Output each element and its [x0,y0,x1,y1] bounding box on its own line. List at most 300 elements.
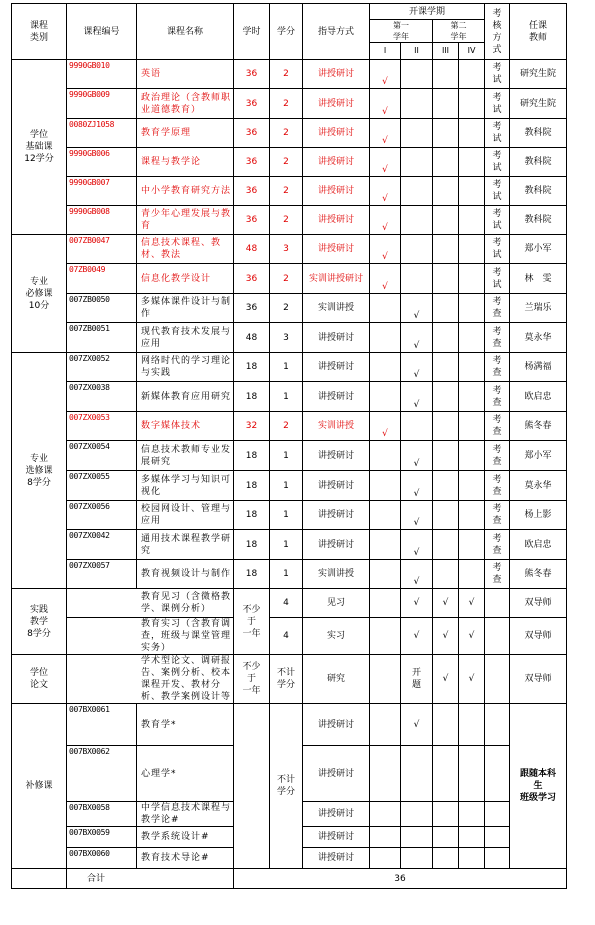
course-method: 讲授研讨 [303,323,370,353]
semester-check: √ [401,704,433,746]
teacher: 杨上影 [510,501,567,530]
semester-check [459,60,485,89]
semester-check: √ [401,471,433,501]
semester-check [459,177,485,206]
course-code: 007BX0058 [67,802,137,827]
course-method: 讲授研讨 [303,119,370,148]
header-sem1: I [370,43,401,60]
semester-check [370,294,401,323]
course-credits: 1 [270,382,303,412]
table-row [12,889,567,908]
semester-check [459,802,485,827]
semester-check [370,353,401,382]
exam-type: 考 查 [485,530,510,560]
semester-check [370,618,401,655]
table-row [12,206,567,235]
semester-check [401,235,433,264]
teacher: 莫永华 [510,323,567,353]
semester-check [401,746,433,802]
course-name: 多媒体学习与知识可视化 [137,471,234,501]
course-name: 新媒体教育应用研究 [137,382,234,412]
course-credits: 1 [270,530,303,560]
table-body [12,4,567,925]
semester-check [433,235,459,264]
semester-check: √ [401,501,433,530]
footer-spacer [12,869,67,889]
header-credits: 学分 [270,4,303,60]
table-row [12,119,567,148]
semester-check: √ [459,655,485,704]
teacher: 教科院 [510,177,567,206]
course-hours: 36 [234,294,270,323]
course-method: 讲授研讨 [303,206,370,235]
semester-check [433,382,459,412]
course-name: 心理学* [137,746,234,802]
course-credits: 2 [270,89,303,119]
semester-check: √ [459,589,485,618]
course-hours: 18 [234,353,270,382]
exam-type [485,746,510,802]
semester-check [401,802,433,827]
course-name: 通用技术课程教学研究 [137,530,234,560]
course-hours: 18 [234,501,270,530]
course-credits: 2 [270,177,303,206]
semester-check: √ [401,618,433,655]
teacher: 欧启忠 [510,382,567,412]
course-name: 教育实习（含教育调查，班级与课堂管理实务） [67,618,234,655]
course-code: 007ZX0053 [67,412,137,441]
course-method: 讲授研讨 [303,177,370,206]
table-row [12,323,567,353]
course-name: 现代教育技术发展与应用 [137,323,234,353]
teacher: 双导师 [510,618,567,655]
teacher: 杨满福 [510,353,567,382]
semester-check [433,827,459,848]
course-credits: 2 [270,412,303,441]
course-code: 007ZX0052 [67,353,137,382]
table-row [12,89,567,119]
course-hours: 36 [234,206,270,235]
semester-check [459,235,485,264]
course-name: 青少年心理发展与教育 [137,206,234,235]
header-method: 指导方式 [303,4,370,60]
exam-type: 考 查 [485,441,510,471]
course-hours: 18 [234,382,270,412]
semester-check [433,848,459,869]
exam-type: 考 查 [485,353,510,382]
exam-type: 考 试 [485,60,510,89]
semester-check [370,323,401,353]
course-code: 007BX0059 [67,827,137,848]
course-hours: 36 [234,264,270,294]
semester-check [459,264,485,294]
semester-check: √ [433,655,459,704]
teacher: 熊冬春 [510,412,567,441]
table-row [12,382,567,412]
course-method: 研究 [303,655,370,704]
exam-type: 考 试 [485,119,510,148]
semester-check [433,206,459,235]
course-credits: 2 [270,148,303,177]
exam-type: 考 查 [485,294,510,323]
semester-check [459,441,485,471]
semester-check [401,119,433,148]
remedial-hours [234,704,270,869]
semester-check [370,382,401,412]
course-credits: 1 [270,441,303,471]
course-code: 007ZX0056 [67,501,137,530]
semester-check [433,264,459,294]
exam-type: 考 试 [485,177,510,206]
exam-type: 考 试 [485,235,510,264]
header-exam: 考 核 方 式 [485,4,510,60]
semester-check [401,177,433,206]
exam-type: 考 查 [485,323,510,353]
course-code: 007BX0061 [67,704,137,746]
table-row [12,530,567,560]
exam-type: 考 查 [485,501,510,530]
course-hours: 18 [234,471,270,501]
teacher: 郑小军 [510,441,567,471]
course-name: 教育视频设计与制作 [137,560,234,589]
course-method: 实训讲授 [303,560,370,589]
semester-check [459,848,485,869]
course-method: 讲授研讨 [303,382,370,412]
header-year2: 第二 学年 [433,20,485,43]
course-credits: 4 [270,618,303,655]
header-teacher: 任课 教师 [510,4,567,60]
semester-check [433,412,459,441]
course-code: 007BX0060 [67,848,137,869]
semester-check [459,530,485,560]
course-name: 教育技术导论# [137,848,234,869]
semester-check [459,89,485,119]
semester-check [433,119,459,148]
semester-check [401,848,433,869]
exam-type [485,704,510,746]
course-credits: 1 [270,560,303,589]
semester-check [433,501,459,530]
course-name: 中小学教育研究方法 [137,177,234,206]
group-remedial: 补修课 [12,704,67,869]
exam-type: 考 试 [485,89,510,119]
course-credits: 3 [270,323,303,353]
header-name: 课程名称 [137,4,234,60]
semester-check [433,89,459,119]
exam-type: 考 查 [485,412,510,441]
table-row [12,294,567,323]
semester-check [459,746,485,802]
exam-type: 考 查 [485,382,510,412]
table-row [12,618,567,655]
course-name: 信息技术教师专业发展研究 [137,441,234,471]
exam-type: 考 查 [485,560,510,589]
course-method: 讲授研讨 [303,848,370,869]
semester-check [459,206,485,235]
semester-check: √ [401,560,433,589]
teacher: 研究生院 [510,89,567,119]
course-name: 网络时代的学习理论与实践 [137,353,234,382]
course-hours: 36 [234,89,270,119]
table-row [12,704,567,746]
exam-type [485,848,510,869]
course-method: 实训讲授 [303,294,370,323]
course-name: 政治理论（含教师职业道德教育） [137,89,234,119]
course-method: 讲授研讨 [303,353,370,382]
group-practice: 实践 教学 8学分 [12,589,67,655]
semester-check: √ [433,589,459,618]
semester-check: √ [370,148,401,177]
course-method: 实训讲授 [303,412,370,441]
teacher: 教科院 [510,148,567,177]
semester-check [370,530,401,560]
course-credits: 2 [270,60,303,89]
course-code: 9990GB008 [67,206,137,235]
course-name: 教育学原理 [137,119,234,148]
course-code: 007ZX0057 [67,560,137,589]
semester-check [433,177,459,206]
group-major-required: 专业 必修课 10分 [12,235,67,353]
header-sem2: II [401,43,433,60]
course-credits: 1 [270,501,303,530]
table-row [12,264,567,294]
course-hours: 18 [234,530,270,560]
semester-check: √ [370,412,401,441]
semester-check [401,827,433,848]
semester-check: √ [459,618,485,655]
course-hours: 32 [234,412,270,441]
course-code: 0080ZJ1058 [67,119,137,148]
course-credits: 3 [270,235,303,264]
course-method: 实习 [303,618,370,655]
course-code: 007ZX0042 [67,530,137,560]
semester-check [370,746,401,802]
exam-type [485,827,510,848]
teacher: 教科院 [510,206,567,235]
footer-total: 36 [234,869,567,889]
table-row [12,560,567,589]
course-method: 讲授研讨 [303,60,370,89]
semester-check [433,471,459,501]
course-code: 007ZB0047 [67,235,137,264]
table-row [12,869,567,889]
semester-check [459,501,485,530]
semester-check [433,148,459,177]
semester-check: √ [401,294,433,323]
course-hours: 48 [234,323,270,353]
semester-check: √ [370,89,401,119]
semester-check [401,148,433,177]
semester-check [459,353,485,382]
course-credits: 2 [270,264,303,294]
course-code: 007ZB0050 [67,294,137,323]
course-method: 见习 [303,589,370,618]
semester-check [370,655,401,704]
practice-hours: 不少 于 一年 [234,589,270,655]
semester-check: 开 题 [401,655,433,704]
semester-check: √ [370,264,401,294]
semester-check [459,148,485,177]
semester-check [401,89,433,119]
semester-check: √ [370,177,401,206]
table-row [12,177,567,206]
semester-check [459,471,485,501]
semester-check [459,412,485,441]
course-name: 教育学* [137,704,234,746]
header-hours: 学时 [234,4,270,60]
header-code: 课程编号 [67,4,137,60]
course-code: 9990GB009 [67,89,137,119]
course-hours: 36 [234,119,270,148]
table-row [12,655,567,704]
course-hours: 36 [234,148,270,177]
course-credits: 2 [270,119,303,148]
table-row [12,441,567,471]
table-row [12,501,567,530]
course-code: 007BX0062 [67,746,137,802]
exam-type [485,618,510,655]
course-hours: 18 [234,441,270,471]
course-credits: 4 [270,589,303,618]
semester-check [459,560,485,589]
semester-check [433,530,459,560]
semester-check: √ [370,119,401,148]
course-hours: 48 [234,235,270,264]
teacher: 双导师 [510,655,567,704]
semester-check [370,802,401,827]
semester-check [370,471,401,501]
table-row [12,148,567,177]
header-category: 课程 类别 [12,4,67,60]
course-credits: 2 [270,294,303,323]
course-table [11,3,567,925]
header-sem3: III [433,43,459,60]
course-code: 9990GB010 [67,60,137,89]
course-method: 讲授研讨 [303,704,370,746]
table-row [12,60,567,89]
course-code: 007ZB0051 [67,323,137,353]
exam-type [485,802,510,827]
table-row [12,353,567,382]
table-row [12,589,567,618]
semester-check [370,848,401,869]
semester-check [370,441,401,471]
course-code: 9990GB007 [67,177,137,206]
semester-check [370,704,401,746]
semester-check [401,60,433,89]
course-credits: 2 [270,206,303,235]
thesis-credits: 不计 学分 [270,655,303,704]
course-name: 多媒体课件设计与制作 [137,294,234,323]
semester-check [401,412,433,441]
exam-type [485,589,510,618]
course-name: 中学信息技术课程与教学论# [137,802,234,827]
course-method: 讲授研讨 [303,148,370,177]
semester-check: √ [370,60,401,89]
course-name: 信息化教学设计 [137,264,234,294]
semester-check [370,589,401,618]
course-method: 讲授研讨 [303,235,370,264]
header-year1: 第一 学年 [370,20,433,43]
table-row [12,412,567,441]
semester-check [459,827,485,848]
course-name: 教育见习（含微格教学、课例分析） [67,589,234,618]
course-hours: 36 [234,177,270,206]
semester-check [370,827,401,848]
remedial-credits: 不计 学分 [270,704,303,869]
course-name: 教学系统设计# [137,827,234,848]
teacher: 熊冬春 [510,560,567,589]
semester-check: √ [401,589,433,618]
semester-check [459,704,485,746]
teacher: 双导师 [510,589,567,618]
course-method: 讲授研讨 [303,746,370,802]
course-method: 讲授研讨 [303,441,370,471]
teacher: 研究生院 [510,60,567,89]
course-credits: 1 [270,353,303,382]
semester-check: √ [370,235,401,264]
footer-label: 合计 [67,869,234,889]
semester-check: √ [401,382,433,412]
semester-check [401,264,433,294]
semester-check: √ [401,323,433,353]
semester-check [433,802,459,827]
course-method: 实训讲授研讨 [303,264,370,294]
thesis-hours: 不少 于 一年 [234,655,270,704]
exam-type: 考 试 [485,206,510,235]
course-method: 讲授研讨 [303,89,370,119]
course-method: 讲授研讨 [303,802,370,827]
group-thesis: 学位 论文 [12,655,67,704]
teacher: 教科院 [510,119,567,148]
semester-check [459,294,485,323]
semester-check [433,294,459,323]
course-hours: 18 [234,560,270,589]
remedial-teacher: 跟随本科 生 班级学习 [510,704,567,869]
course-method: 讲授研讨 [303,471,370,501]
semester-check [433,323,459,353]
group-major-elective: 专业 选修课 8学分 [12,353,67,589]
course-method: 讲授研讨 [303,501,370,530]
semester-check [459,382,485,412]
exam-type: 考 试 [485,264,510,294]
semester-check [433,746,459,802]
teacher: 欧启忠 [510,530,567,560]
teacher: 莫永华 [510,471,567,501]
course-code: 007ZX0055 [67,471,137,501]
course-name: 校园网设计、管理与应用 [137,501,234,530]
semester-check [433,60,459,89]
course-name: 课程与教学论 [137,148,234,177]
course-name: 学术型论文、调研报告、案例分析、校本课程开发、教材分析、教学案例设计等 [67,655,234,704]
semester-check [433,704,459,746]
course-method: 讲授研讨 [303,530,370,560]
teacher: 郑小军 [510,235,567,264]
course-code: 9990GB006 [67,148,137,177]
table-row [12,4,567,20]
course-code: 07ZB0049 [67,264,137,294]
table-row [12,908,567,925]
semester-check [459,323,485,353]
semester-check: √ [401,530,433,560]
exam-type [485,655,510,704]
course-name: 信息技术课程、教材、教法 [137,235,234,264]
course-credits: 1 [270,471,303,501]
teacher: 林 雯 [510,264,567,294]
semester-check: √ [401,441,433,471]
header-semester-group: 开课学期 [370,4,485,20]
table-row [12,471,567,501]
